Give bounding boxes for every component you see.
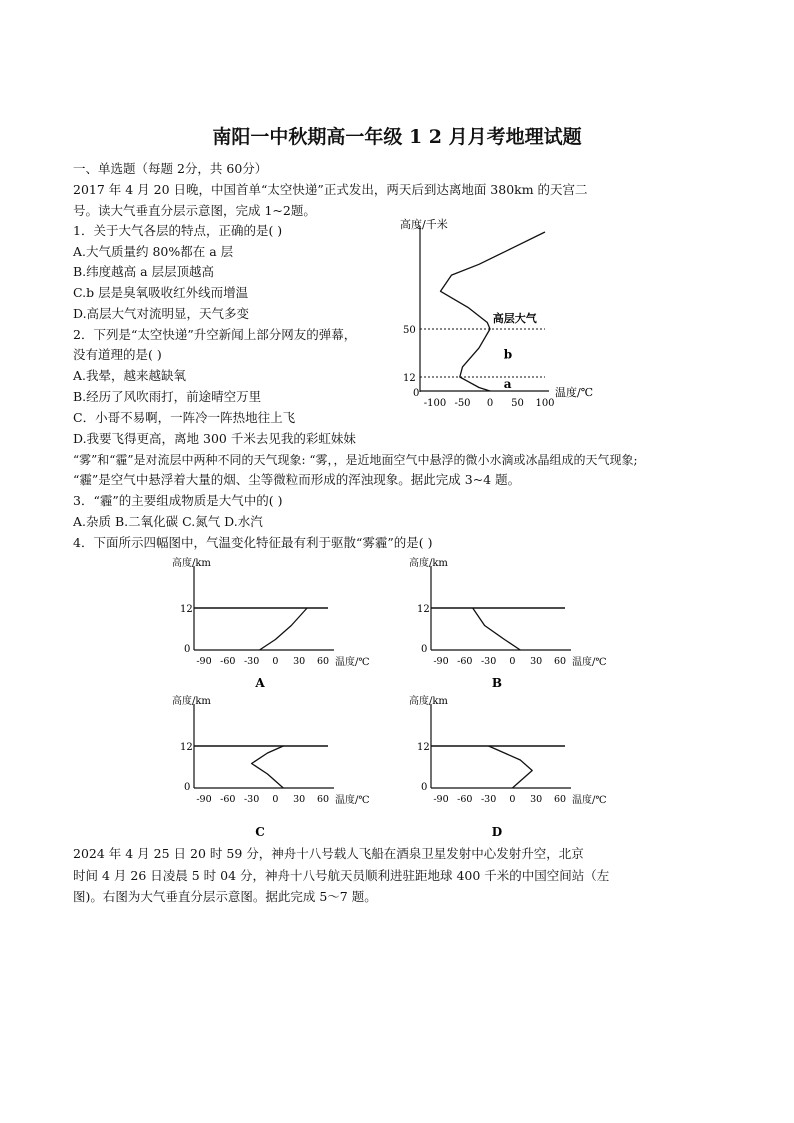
layer-label-b: b (503, 347, 513, 362)
y-tick-label: 0 (421, 782, 428, 793)
intro-paragraph: 号。读大气垂直分层示意图，完成 1~2题。 (73, 203, 316, 218)
x-tick-label: 30 (530, 656, 543, 667)
intro-paragraph: 2017 年 4 月 20 日晚，中国首单“太空快递”正式发出，两天后到达离地面 380km 的天宫二 (73, 182, 588, 197)
y-tick-label: 12 (417, 742, 430, 753)
x-tick-label: 50 (511, 398, 524, 409)
x-tick-label: -90 (433, 794, 449, 805)
y-tick-label: 12 (180, 742, 193, 753)
question-1: 1．关于大气各层的特点，正确的是( ) (73, 223, 283, 238)
x-tick-label: 30 (293, 656, 306, 667)
y-tick-label: 0 (413, 388, 420, 399)
answer-option: D.我要飞得更高，离地 300 千米去见我的彩虹妹妹 (73, 431, 356, 446)
y-tick-label: 0 (184, 644, 191, 655)
x-axis-label: 温度/℃ (335, 657, 370, 668)
x-tick-label: 0 (272, 794, 279, 805)
x-tick-label: 0 (509, 656, 516, 667)
x-tick-label: -30 (480, 656, 497, 667)
x-tick-label: -60 (457, 794, 473, 805)
chart-panel-c (168, 690, 378, 840)
answer-option: C．小哥不易啊，一阵冷一阵热地往上飞 (73, 410, 296, 425)
x-axis-label: 温度/℃ (572, 657, 607, 668)
layer-label-upper-atmosphere: 高层大气 (492, 312, 537, 326)
x-axis-label: 温度/℃ (555, 386, 594, 399)
y-axis-label: 高度/km (409, 558, 448, 569)
y-axis-label: 高度/km (172, 558, 211, 569)
x-tick-label: 30 (293, 794, 306, 805)
answer-option: A.大气质量约 80%都在 a 层 (73, 244, 234, 259)
temperature-curve (489, 746, 533, 788)
x-tick-label: -30 (243, 794, 260, 805)
layer-label-a: a (503, 377, 512, 391)
y-axis-label: 高度/千米 (400, 218, 448, 231)
x-tick-label: -30 (243, 656, 260, 667)
panel-label: D (491, 825, 503, 839)
x-tick-label: 60 (316, 656, 330, 667)
temperature-curve (252, 746, 284, 788)
intro-paragraph: 图)。右图为大气垂直分层示意图。据此完成 5～7 题。 (73, 889, 377, 904)
y-axis-label: 高度/km (172, 696, 211, 707)
x-tick-label: 60 (553, 794, 567, 805)
panel-label: A (255, 676, 265, 690)
panel-label: C (255, 825, 265, 839)
intro-paragraph: 时间 4 月 26 日凌晨 5 时 04 分，神舟十八号航天员顺利进驻距地球 400 千米的中国空间站（左 (73, 868, 610, 883)
y-tick-label: 0 (421, 644, 428, 655)
answer-option: B.纬度越高 a 层层顶越高 (73, 264, 215, 279)
chart-panel-a (168, 552, 378, 692)
chart-panel-d (405, 690, 625, 840)
temperature-curve (260, 608, 308, 650)
x-tick-label: -90 (196, 794, 212, 805)
x-tick-label: -50 (454, 398, 471, 409)
intro-paragraph: “雾”和“霾”是对流层中两种不同的天气现象: “雾，，是近地面空气中悬浮的微小水滴或冰晶组成的天气现象; (73, 453, 638, 467)
x-tick-label: -100 (423, 398, 447, 409)
x-tick-label: 0 (509, 794, 516, 805)
x-tick-label: 60 (553, 656, 567, 667)
chart-panel-b (405, 552, 625, 692)
section-heading: 一、单选题（每题 2分，共 60分） (73, 161, 268, 176)
question-2: 2．下列是“太空快递”升空新闻上部分网友的弹幕， (73, 327, 357, 342)
x-tick-label: 100 (535, 398, 555, 409)
panel-label: B (491, 676, 503, 690)
page-title: 南阳一中秋期高一年级 1 2 月月考地理试题 (212, 126, 582, 148)
question-2: 没有道理的是( ) (73, 347, 162, 362)
x-tick-label: -60 (220, 656, 236, 667)
answer-options: A.杂质 B.二氧化碳 C.氮气 D.水汽 (73, 514, 263, 529)
x-tick-label: -60 (457, 656, 473, 667)
x-tick-label: 0 (486, 398, 494, 409)
y-tick-label: 12 (180, 604, 193, 615)
y-axis-label: 高度/km (409, 696, 448, 707)
x-tick-label: -30 (480, 794, 497, 805)
x-tick-label: 30 (530, 794, 543, 805)
x-tick-label: -90 (433, 656, 449, 667)
x-tick-label: -90 (196, 656, 212, 667)
intro-paragraph: “霾”是空气中悬浮着大量的烟、尘等微粒而形成的浑浊现象。据此完成 3~4 题。 (73, 472, 521, 487)
answer-option: A.我晕，越来越缺氧 (73, 368, 187, 383)
y-tick-label: 50 (403, 325, 416, 336)
y-tick-label: 12 (403, 373, 416, 384)
question-4: 4．下面所示四幅图中，气温变化特征最有利于驱散“雾霾”的是( ) (73, 535, 433, 550)
y-tick-label: 0 (184, 782, 191, 793)
atmosphere-layers-chart (395, 212, 610, 412)
x-tick-label: 60 (316, 794, 330, 805)
answer-option: C.b 层是臭氧吸收红外线而增温 (73, 285, 249, 300)
intro-paragraph: 2024 年 4 月 25 日 20 时 59 分，神舟十八号载人飞船在酒泉卫星发射中心发射升空，北京 (73, 846, 584, 861)
answer-option: B.经历了风吹雨打，前途晴空万里 (73, 389, 262, 404)
temperature-curve (473, 608, 521, 650)
x-axis-label: 温度/℃ (335, 795, 370, 806)
question-3: 3．“霾”的主要组成物质是大气中的( ) (73, 493, 283, 508)
y-tick-label: 12 (417, 604, 430, 615)
answer-option: D.高层大气对流明显，天气多变 (73, 306, 250, 321)
x-axis-label: 温度/℃ (572, 795, 607, 806)
x-tick-label: 0 (272, 656, 279, 667)
x-tick-label: -60 (220, 794, 236, 805)
